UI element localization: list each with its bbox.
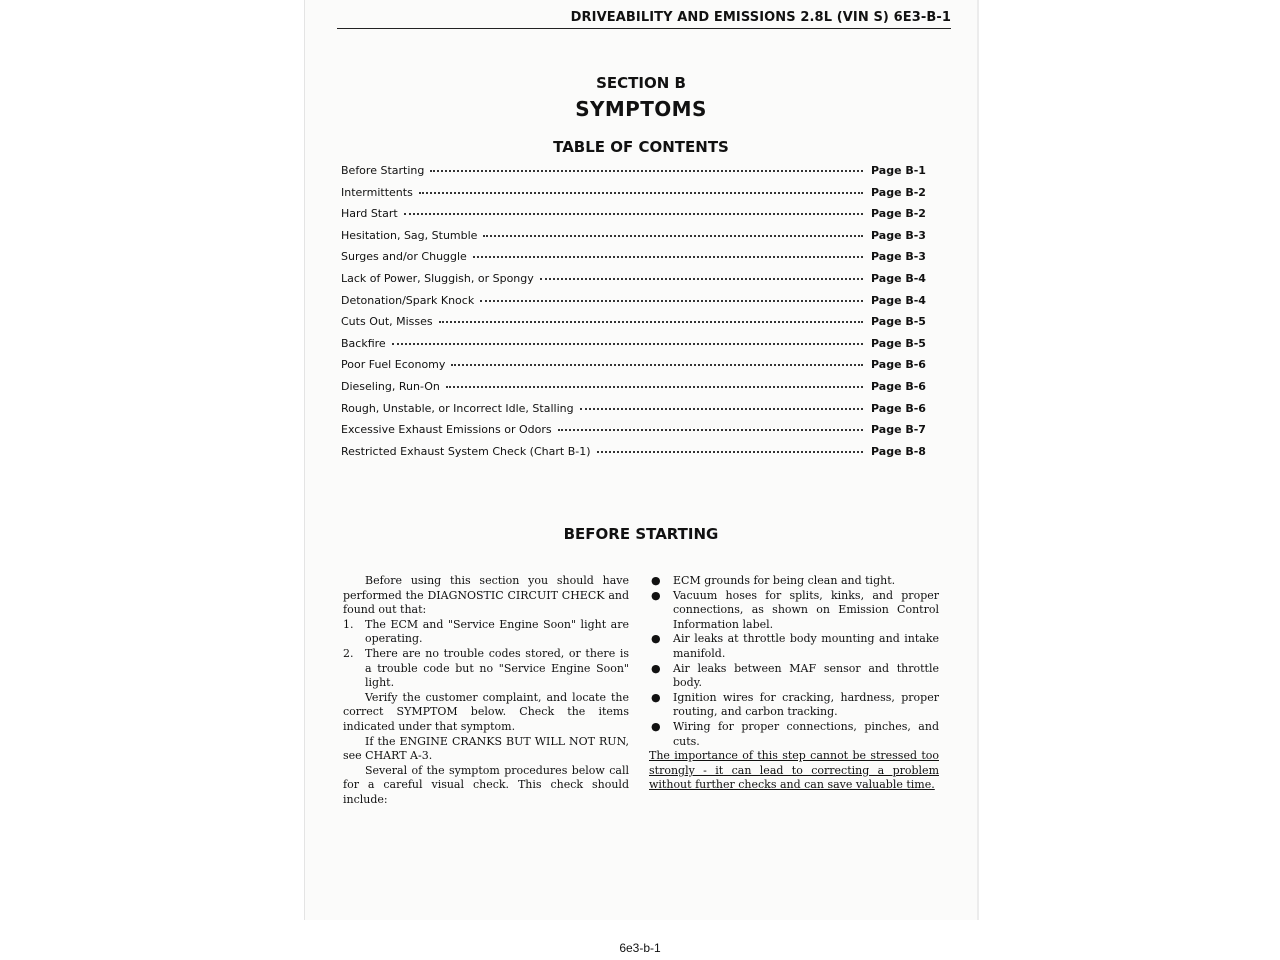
toc-entry-label: Restricted Exhaust System Check (Chart B-1): [341, 444, 591, 458]
check-item-text: Air leaks at throttle body mounting and intake manifold.: [673, 632, 939, 660]
item-number: 2.: [343, 646, 354, 660]
toc-entry-page: Page B-4: [871, 293, 926, 307]
toc-entry: [341, 315, 926, 337]
bullet-icon: ●: [651, 588, 661, 602]
toc-entry: [341, 423, 926, 445]
toc-leader-dots: [597, 451, 863, 453]
check-item-text: Ignition wires for cracking, hardness, proper routing, and carbon tracking.: [673, 690, 939, 719]
toc-entry: [341, 293, 926, 316]
check-item: [649, 632, 939, 661]
toc-entry-label: Before Starting: [341, 164, 425, 177]
toc-entry-page: Page B-2: [871, 207, 926, 221]
toc-entry-label: Hard Start: [341, 207, 398, 221]
toc-entry-label: Lack of Power, Sluggish, or Spongy: [341, 271, 534, 285]
toc-title: TABLE OF CONTENTS: [553, 138, 729, 156]
bullet-icon: ●: [651, 719, 661, 733]
toc-entry: [341, 379, 926, 402]
toc-entry: [341, 401, 926, 424]
toc-leader-dots: [392, 343, 863, 345]
toc-entry-label: Dieseling, Run-On: [341, 379, 440, 393]
check-item: [649, 691, 939, 720]
toc-leader-dots: [580, 408, 863, 410]
toc-entry-page: Page B-1: [871, 164, 926, 177]
before-starting-title: BEFORE STARTING: [563, 525, 719, 543]
toc-entry-page: Page B-6: [871, 358, 926, 372]
check-item-text: Wiring for proper connections, pinches, and cuts.: [673, 719, 939, 748]
toc-entry: [341, 228, 926, 251]
toc-entry: [341, 271, 926, 294]
toc-entry: [341, 207, 926, 229]
toc-entry: [341, 164, 926, 186]
toc-entry-page: Page B-6: [871, 379, 926, 393]
toc-leader-dots: [419, 192, 863, 194]
toc-leader-dots: [430, 170, 863, 172]
left-column: [343, 574, 629, 808]
section-label: SECTION B: [596, 74, 686, 92]
toc-leader-dots: [404, 213, 863, 215]
toc-leader-dots: [473, 256, 863, 258]
check-item-text: ECM grounds for being clean and tight.: [673, 574, 896, 587]
right-column: [649, 574, 939, 793]
toc-entry-page: Page B-3: [871, 228, 926, 242]
item-number: 1.: [343, 617, 354, 631]
verify-paragraph: Verify the customer complaint, and locate the correct SYMPTOM below. Check the items indicated under that symptom.: [343, 690, 629, 733]
bullet-icon: ●: [651, 632, 661, 646]
check-item-text: Air leaks between MAF sensor and throttle body.: [673, 661, 939, 690]
toc-entry-page: Page B-5: [871, 336, 926, 350]
check-item: [649, 720, 939, 749]
toc-leader-dots: [451, 364, 863, 366]
intro-paragraph: Before using this section you should have performed the DIAGNOSTIC CIRCUIT CHECK and found out that:: [343, 574, 629, 617]
toc-entry-page: Page B-7: [871, 423, 926, 437]
page-id-footer: 6e3-b-1: [619, 941, 661, 955]
check-item: [649, 574, 939, 589]
bullet-icon: ●: [651, 690, 661, 704]
section-title: SYMPTOMS: [575, 97, 707, 121]
toc-entry: [341, 444, 926, 467]
toc-entry: [341, 185, 926, 208]
importance-note: The importance of this step cannot be stressed too strongly - it can lead to correcting a problem without further checks and can save valuable time.: [649, 749, 939, 792]
table-of-contents: [341, 164, 926, 466]
item-text: The ECM and "Service Engine Soon" light are operating.: [365, 617, 629, 646]
item-text: There are no trouble codes stored, or there is a trouble code but no "Service Engine Soon" light.: [365, 646, 629, 690]
toc-entry-page: Page B-5: [871, 315, 926, 329]
toc-entry-label: Poor Fuel Economy: [341, 358, 446, 372]
toc-entry-label: Intermittents: [341, 185, 413, 199]
check-item-text: Vacuum hoses for splits, kinks, and proper connections, as shown on Emission Control Information label.: [673, 588, 939, 631]
manual-page: [304, 0, 979, 920]
toc-entry-label: Detonation/Spark Knock: [341, 293, 475, 307]
toc-entry-label: Cuts Out, Misses: [341, 315, 433, 329]
toc-entry-label: Backfire: [341, 336, 386, 350]
toc-leader-dots: [540, 278, 863, 280]
toc-leader-dots: [439, 321, 863, 323]
toc-leader-dots: [446, 386, 863, 388]
toc-entry: [341, 336, 926, 359]
bullet-icon: ●: [651, 661, 661, 675]
toc-leader-dots: [483, 235, 863, 237]
toc-entry-label: Surges and/or Chuggle: [341, 250, 467, 264]
toc-leader-dots: [480, 300, 863, 302]
numbered-item: [343, 647, 629, 691]
toc-entry: [341, 358, 926, 380]
toc-entry-page: Page B-4: [871, 271, 926, 285]
toc-entry-page: Page B-3: [871, 250, 926, 264]
toc-leader-dots: [558, 429, 863, 431]
check-item: [649, 662, 939, 691]
cranks-paragraph: If the ENGINE CRANKS BUT WILL NOT RUN, see CHART A-3.: [343, 734, 629, 763]
check-item: [649, 589, 939, 633]
toc-entry-page: Page B-2: [871, 185, 926, 199]
toc-entry-label: Rough, Unstable, or Incorrect Idle, Stalling: [341, 401, 574, 415]
toc-entry-label: Excessive Exhaust Emissions or Odors: [341, 423, 552, 437]
visual-check-paragraph: Several of the symptom procedures below call for a careful visual check. This check should include:: [343, 763, 629, 806]
toc-entry: [341, 250, 926, 272]
toc-entry-page: Page B-6: [871, 401, 926, 415]
running-header: DRIVEABILITY AND EMISSIONS 2.8L (VIN S) 6E3-B-1: [337, 10, 951, 29]
bullet-icon: ●: [651, 574, 661, 587]
numbered-item: [343, 618, 629, 647]
toc-entry-label: Hesitation, Sag, Stumble: [341, 228, 478, 242]
toc-entry-page: Page B-8: [871, 444, 926, 458]
